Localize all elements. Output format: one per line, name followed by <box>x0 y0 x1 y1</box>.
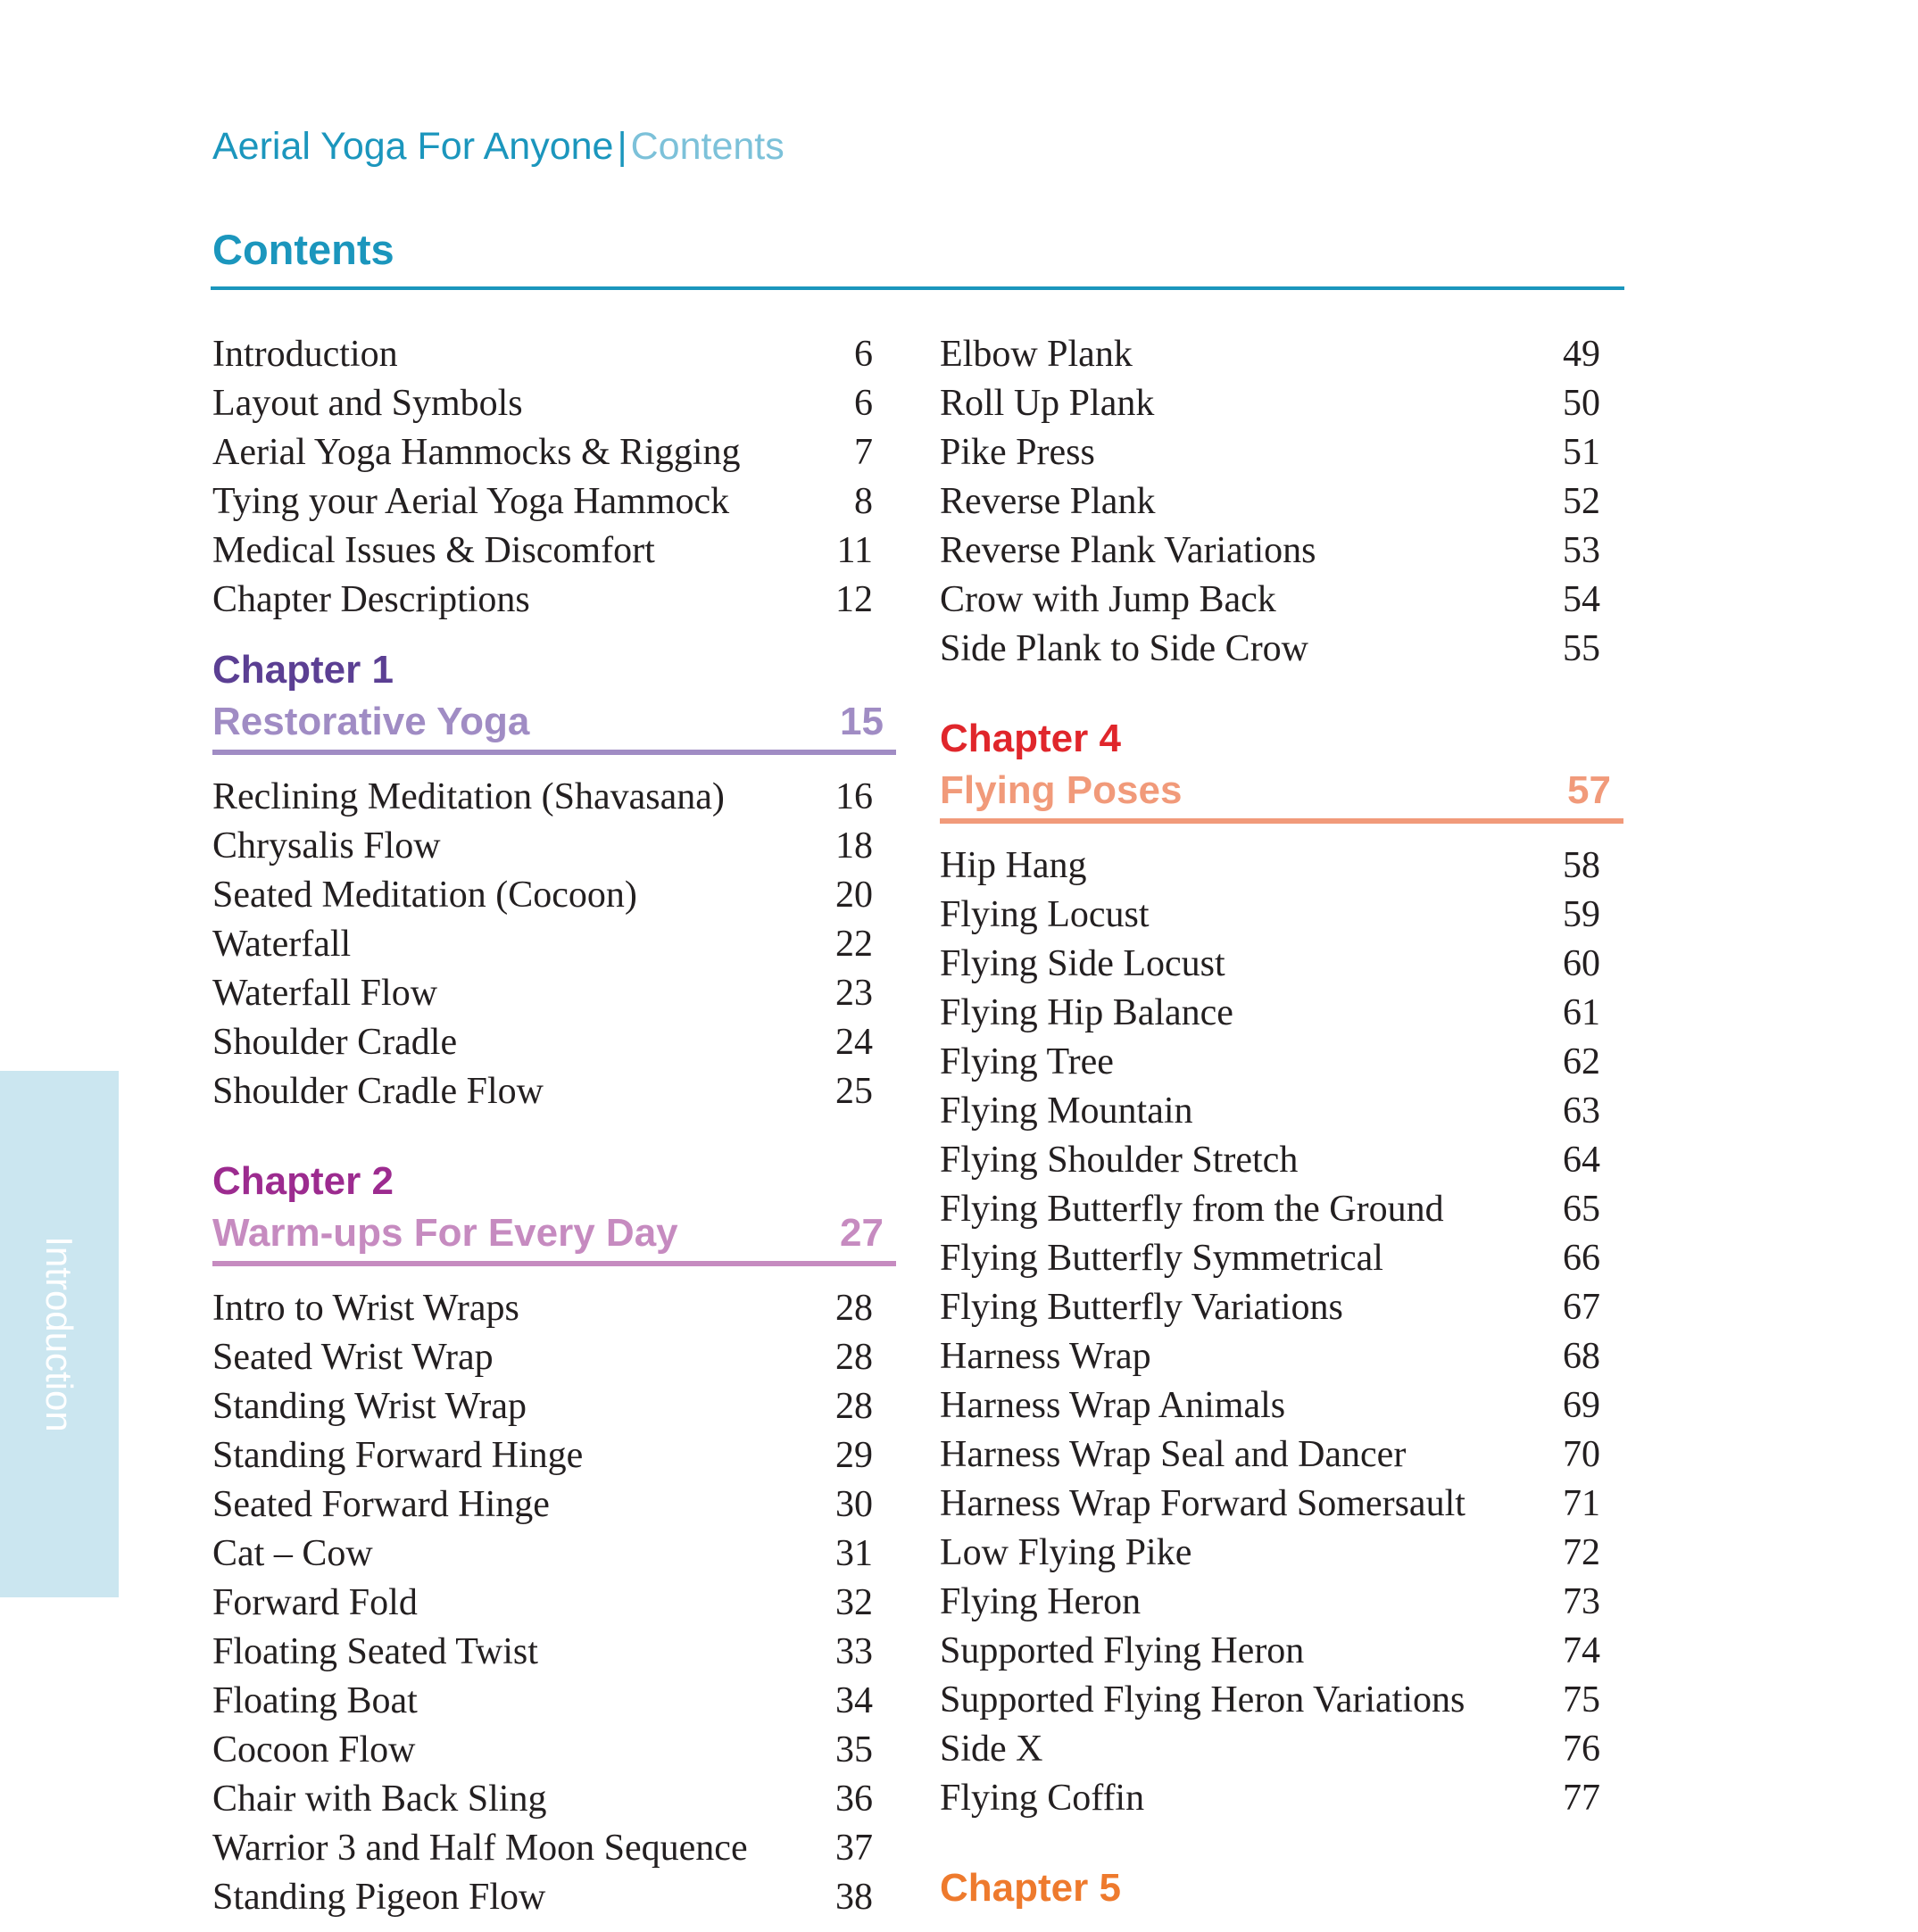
toc-entry-page: 68 <box>1563 1336 1600 1377</box>
toc-entry[interactable] <box>212 428 896 477</box>
toc-entry[interactable] <box>212 1530 896 1579</box>
toc-entry-title: Seated Forward Hinge <box>212 1484 550 1525</box>
toc-entry-page: 62 <box>1563 1041 1600 1082</box>
toc-entry-page: 53 <box>1563 530 1600 571</box>
toc-entry-title: Reclining Meditation (Shavasana) <box>212 776 725 817</box>
toc-entry[interactable] <box>940 330 1623 379</box>
toc-entry-page: 63 <box>1563 1090 1600 1132</box>
chapter-4-heading[interactable] <box>940 713 1623 824</box>
toc-entry[interactable] <box>940 989 1623 1038</box>
toc-entry[interactable] <box>940 1381 1623 1430</box>
toc-entry[interactable] <box>212 1333 896 1382</box>
toc-entry[interactable] <box>212 920 896 969</box>
toc-entry[interactable] <box>940 1627 1623 1676</box>
toc-entry[interactable] <box>212 871 896 920</box>
toc-entry[interactable] <box>212 379 896 428</box>
toc-entry-page: 51 <box>1563 432 1600 473</box>
toc-entry-page: 67 <box>1563 1287 1600 1328</box>
toc-entry-page: 37 <box>835 1828 873 1869</box>
toc-entry-page: 59 <box>1563 894 1600 935</box>
toc-entry-page: 22 <box>835 924 873 965</box>
toc-entry[interactable] <box>940 1234 1623 1283</box>
toc-entry-page: 52 <box>1563 481 1600 522</box>
toc-entry[interactable] <box>212 1284 896 1333</box>
chapter-title: Restorative Yoga <box>212 700 530 743</box>
chapter-1-heading[interactable] <box>212 644 896 755</box>
toc-entry-title: Reverse Plank <box>940 481 1156 522</box>
toc-entry[interactable] <box>940 1038 1623 1087</box>
toc-entry-title: Supported Flying Heron Variations <box>940 1679 1465 1721</box>
toc-entry-title: Flying Mountain <box>940 1090 1193 1132</box>
book-title: Aerial Yoga For Anyone <box>212 125 614 168</box>
toc-entry-page: 16 <box>835 776 873 817</box>
toc-entry-page: 58 <box>1563 845 1600 886</box>
toc-entry-page: 28 <box>835 1386 873 1427</box>
toc-entry[interactable] <box>212 1873 896 1922</box>
toc-entry-title: Waterfall <box>212 924 352 965</box>
toc-entry[interactable] <box>940 1185 1623 1234</box>
toc-entry-title: Elbow Plank <box>940 334 1133 375</box>
toc-entry-page: 31 <box>835 1533 873 1574</box>
chapter-1-entries <box>212 773 896 1116</box>
toc-entry-page: 34 <box>835 1680 873 1721</box>
toc-entry-title: Flying Heron <box>940 1581 1142 1622</box>
toc-entry-title: Hip Hang <box>940 845 1087 886</box>
chapter-title: Flying Poses <box>940 768 1183 812</box>
toc-entry-page: 61 <box>1563 992 1600 1033</box>
toc-entry[interactable] <box>940 1480 1623 1529</box>
toc-entry-title: Harness Wrap Animals <box>940 1385 1286 1426</box>
toc-entry[interactable] <box>212 1067 896 1116</box>
toc-entry[interactable] <box>940 1578 1623 1627</box>
toc-entry-title: Pike Press <box>940 432 1095 473</box>
toc-entry-title: Floating Seated Twist <box>212 1631 538 1672</box>
toc-entry[interactable] <box>940 625 1623 674</box>
toc-entry[interactable] <box>212 1480 896 1530</box>
chapter-title-row <box>940 765 1623 824</box>
toc-entry-page: 73 <box>1563 1581 1600 1622</box>
toc-entry[interactable] <box>940 1676 1623 1725</box>
toc-entry[interactable] <box>940 1332 1623 1381</box>
toc-entry-title: Shoulder Cradle <box>212 1022 458 1063</box>
toc-left-column <box>212 330 896 1922</box>
chapter-number: Chapter 2 <box>212 1159 394 1203</box>
toc-entry-title: Intro to Wrist Wraps <box>212 1288 519 1329</box>
toc-entry-title: Chrysalis Flow <box>212 825 441 866</box>
chapter-number: Chapter 5 <box>940 1866 1121 1910</box>
toc-entry-page: 30 <box>835 1484 873 1525</box>
chapter-number: Chapter 1 <box>212 648 394 692</box>
toc-entry-title: Warrior 3 and Half Moon Sequence <box>212 1828 748 1869</box>
toc-entry-page: 65 <box>1563 1189 1600 1230</box>
toc-entry-page: 50 <box>1563 383 1600 424</box>
toc-entry[interactable] <box>940 1136 1623 1185</box>
toc-entry-title: Flying Butterfly Variations <box>940 1287 1343 1328</box>
toc-entry-title: Roll Up Plank <box>940 383 1155 424</box>
toc-entry-title: Supported Flying Heron <box>940 1630 1305 1671</box>
toc-entry[interactable] <box>212 330 896 379</box>
toc-entry-page: 18 <box>835 825 873 866</box>
chapter-title: Warm-ups For Every Day <box>212 1211 678 1255</box>
toc-entry-page: 36 <box>835 1779 873 1820</box>
toc-entry[interactable] <box>212 1431 896 1480</box>
toc-entry-page: 29 <box>835 1435 873 1476</box>
chapter-page: 57 <box>1567 768 1611 812</box>
toc-entry-title: Flying Shoulder Stretch <box>940 1140 1299 1181</box>
toc-entry[interactable] <box>940 1725 1623 1774</box>
toc-entry-title: Low Flying Pike <box>940 1532 1192 1573</box>
chapter-title-row <box>212 696 896 755</box>
page-title: Contents <box>212 226 394 273</box>
toc-entry-page: 25 <box>835 1071 873 1112</box>
toc-entry-page: 23 <box>835 973 873 1014</box>
toc-entry-page: 70 <box>1563 1434 1600 1475</box>
toc-entry[interactable] <box>212 1824 896 1873</box>
toc-entry-title: Flying Butterfly from the Ground <box>940 1189 1444 1230</box>
toc-entry[interactable] <box>940 428 1623 477</box>
toc-entry-page: 11 <box>836 530 873 571</box>
toc-entry-title: Harness Wrap Seal and Dancer <box>940 1434 1407 1475</box>
toc-entry[interactable] <box>212 576 896 625</box>
toc-entry-page: 60 <box>1563 943 1600 984</box>
toc-entry[interactable] <box>212 969 896 1018</box>
toc-entry-page: 66 <box>1563 1238 1600 1279</box>
toc-entry-title: Flying Coffin <box>940 1778 1145 1819</box>
chapter-4-entries <box>940 842 1623 1823</box>
toc-entry-page: 74 <box>1563 1630 1600 1671</box>
toc-entry-title: Introduction <box>212 334 398 375</box>
chapter-3-continued-entries <box>940 330 1623 674</box>
toc-entry[interactable] <box>212 1628 896 1677</box>
toc-entry[interactable] <box>940 1283 1623 1332</box>
chapter-number: Chapter 4 <box>940 717 1121 760</box>
toc-entry-title: Standing Wrist Wrap <box>212 1386 527 1427</box>
toc-entry-page: 35 <box>835 1729 873 1770</box>
toc-entry[interactable] <box>212 822 896 871</box>
toc-entry-title: Medical Issues & Discomfort <box>212 530 655 571</box>
toc-entry[interactable] <box>212 477 896 527</box>
toc-entry[interactable] <box>212 1775 896 1824</box>
toc-entry-page: 8 <box>854 481 873 522</box>
toc-entry-page: 20 <box>835 875 873 916</box>
header-section: Contents <box>630 125 785 168</box>
toc-entry[interactable] <box>940 576 1623 625</box>
toc-entry[interactable] <box>940 379 1623 428</box>
toc-entry-page: 32 <box>835 1582 873 1623</box>
toc-entry-page: 72 <box>1563 1532 1600 1573</box>
chapter-page: 15 <box>840 700 884 743</box>
toc-entry[interactable] <box>940 1774 1623 1823</box>
toc-entry[interactable] <box>940 477 1623 527</box>
toc-entry[interactable] <box>940 527 1623 576</box>
toc-entry-page: 75 <box>1563 1679 1600 1721</box>
toc-entry-title: Harness Wrap Forward Somersault <box>940 1483 1465 1524</box>
header-separator: | <box>617 125 627 168</box>
intro-entries <box>212 330 896 625</box>
toc-entry-title: Flying Tree <box>940 1041 1114 1082</box>
toc-entry-title: Standing Forward Hinge <box>212 1435 584 1476</box>
toc-entry-title: Tying your Aerial Yoga Hammock <box>212 481 730 522</box>
toc-entry-title: Standing Pigeon Flow <box>212 1877 546 1918</box>
toc-right-column <box>940 330 1623 1932</box>
toc-entry-title: Reverse Plank Variations <box>940 530 1316 571</box>
toc-entry-title: Aerial Yoga Hammocks & Rigging <box>212 432 741 473</box>
toc-entry-page: 54 <box>1563 579 1600 620</box>
toc-entry[interactable] <box>212 1579 896 1628</box>
toc-entry-page: 24 <box>835 1022 873 1063</box>
toc-entry-page: 12 <box>835 579 873 620</box>
chapter-2-heading[interactable] <box>212 1156 896 1266</box>
toc-entry-title: Floating Boat <box>212 1680 418 1721</box>
toc-entry[interactable] <box>212 1382 896 1431</box>
chapter-2-entries <box>212 1284 896 1922</box>
toc-entry-page: 49 <box>1563 334 1600 375</box>
toc-entry-title: Cocoon Flow <box>212 1729 416 1770</box>
toc-entry-page: 69 <box>1563 1385 1600 1426</box>
toc-entry-page: 28 <box>835 1288 873 1329</box>
toc-entry-title: Side Plank to Side Crow <box>940 628 1309 669</box>
toc-entry-title: Harness Wrap <box>940 1336 1151 1377</box>
toc-entry-title: Flying Locust <box>940 894 1150 935</box>
toc-entry-page: 7 <box>854 432 873 473</box>
toc-entry-page: 6 <box>854 334 873 375</box>
toc-entry-title: Forward Fold <box>212 1582 418 1623</box>
toc-entry-page: 33 <box>835 1631 873 1672</box>
toc-entry-page: 55 <box>1563 628 1600 669</box>
toc-entry-page: 64 <box>1563 1140 1600 1181</box>
title-rule <box>211 286 1624 290</box>
toc-entry[interactable] <box>940 1430 1623 1480</box>
toc-entry-title: Waterfall Flow <box>212 973 438 1014</box>
toc-entry[interactable] <box>212 773 896 822</box>
toc-entry[interactable] <box>212 1726 896 1775</box>
toc-entry-title: Flying Side Locust <box>940 943 1225 984</box>
toc-entry-title: Shoulder Cradle Flow <box>212 1071 544 1112</box>
toc-entry-page: 71 <box>1563 1483 1600 1524</box>
toc-entry-title: Flying Butterfly Symmetrical <box>940 1238 1383 1279</box>
toc-entry-title: Seated Wrist Wrap <box>212 1337 494 1378</box>
toc-entry[interactable] <box>940 842 1623 891</box>
chapter-5-heading[interactable] <box>940 1862 1623 1914</box>
toc-entry[interactable] <box>212 1018 896 1067</box>
toc-entry-title: Crow with Jump Back <box>940 579 1276 620</box>
toc-entry[interactable] <box>940 1529 1623 1578</box>
toc-entry-title: Chair with Back Sling <box>212 1779 547 1820</box>
chapter-title-row <box>212 1207 896 1266</box>
toc-entry[interactable] <box>212 527 896 576</box>
toc-entry-title: Side X <box>940 1729 1043 1770</box>
toc-entry-title: Layout and Symbols <box>212 383 523 424</box>
toc-entry[interactable] <box>940 891 1623 940</box>
toc-entry[interactable] <box>212 1677 896 1726</box>
toc-entry-title: Flying Hip Balance <box>940 992 1233 1033</box>
toc-entry-title: Chapter Descriptions <box>212 579 530 620</box>
toc-entry-title: Seated Meditation (Cocoon) <box>212 875 637 916</box>
toc-entry-page: 28 <box>835 1337 873 1378</box>
toc-entry-title: Cat – Cow <box>212 1533 373 1574</box>
toc-entry-page: 38 <box>835 1877 873 1918</box>
toc-entry[interactable] <box>940 1087 1623 1136</box>
toc-entry-page: 77 <box>1563 1778 1600 1819</box>
chapter-page: 27 <box>840 1211 884 1255</box>
toc-entry-page: 76 <box>1563 1729 1600 1770</box>
toc-entry[interactable] <box>940 940 1623 989</box>
side-tab-label: Introduction <box>38 1236 80 1432</box>
toc-entry-page: 6 <box>854 383 873 424</box>
running-header <box>212 125 785 169</box>
